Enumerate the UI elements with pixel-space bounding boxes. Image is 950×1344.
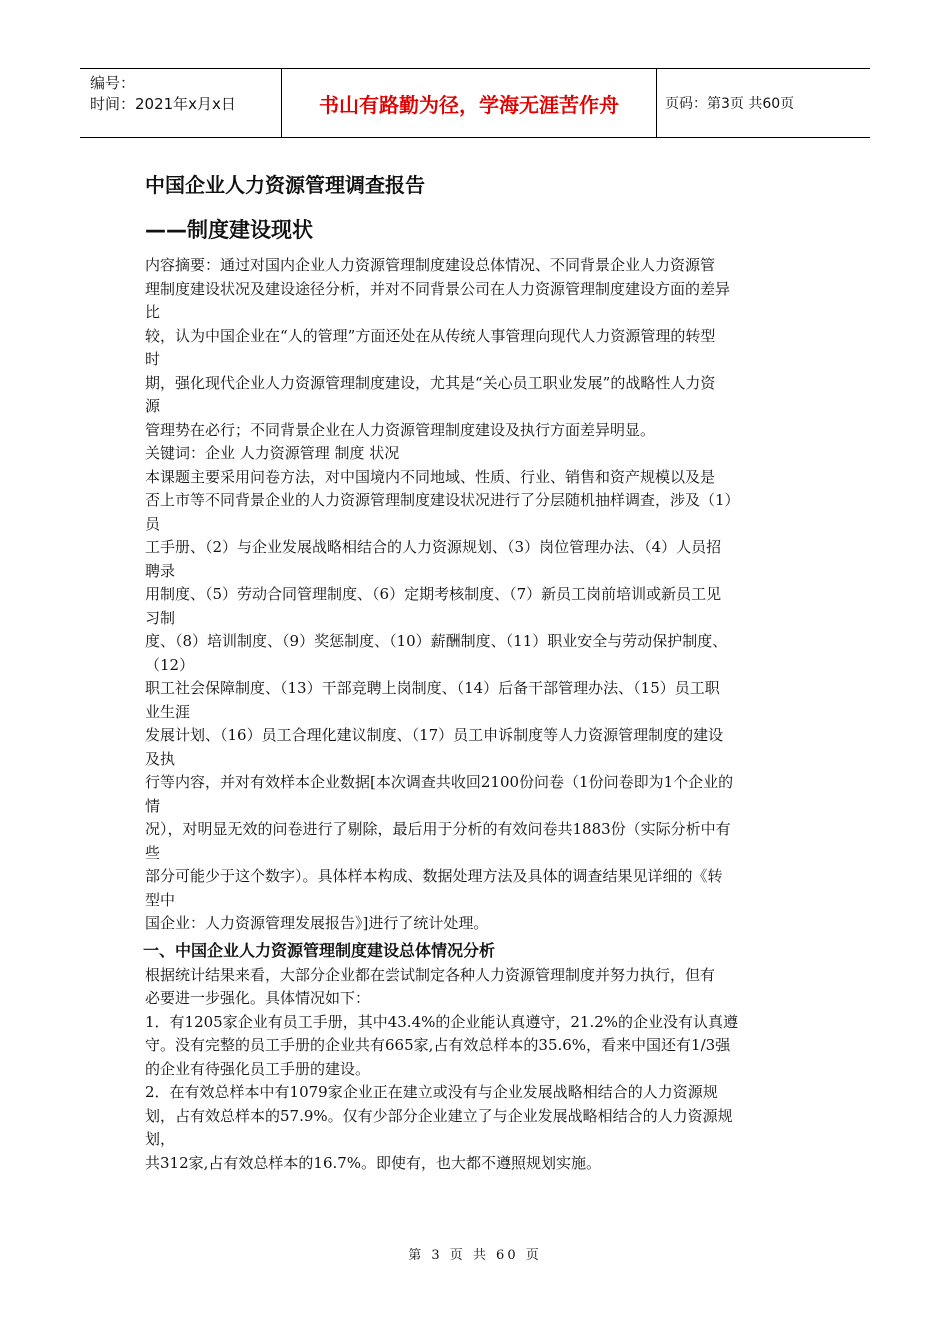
- document-body: [145, 168, 810, 1175]
- abstract-body: [145, 254, 810, 936]
- text-line: 度、（8）培训制度、（9）奖惩制度、（10）薪酬制度、（11）职业安全与劳动保护制度、: [145, 632, 728, 650]
- header-motto: 书山有路勤为径，学海无涯苦作舟: [282, 69, 657, 137]
- section-body: [145, 964, 810, 1176]
- text-line: 本课题主要采用问卷方法，对中国境内不同地域、性质、行业、销售和资产规模以及是: [145, 467, 716, 486]
- text-line: 1．有1205家企业有员工手册，其中43.4%的企业能认真遵守，21.2%的企业没有认真遵: [145, 1012, 739, 1031]
- page-header: [80, 68, 870, 138]
- text-line: 业生涯: [145, 702, 191, 721]
- text-line: 管理势在必行；不同背景企业在人力资源管理制度建设及执行方面差异明显。: [145, 420, 656, 439]
- text-line: 2．在有效总样本中有1079家企业正在建立或没有与企业发展战略相结合的人力资源规: [145, 1083, 718, 1101]
- text-line: 共312家,占有效总样本的16.7%。即使有，也大都不遵照规划实施。: [145, 1153, 602, 1172]
- text-line: 及执: [145, 749, 176, 768]
- text-line: 习制: [145, 608, 176, 627]
- header-meta: [80, 69, 282, 137]
- header-number: 编号：: [90, 74, 136, 92]
- text-line: 否上市等不同背景企业的人力资源管理制度建设状况进行了分层随机抽样调查，涉及（1）: [145, 491, 740, 509]
- text-line: 内容摘要：通过对国内企业人力资源管理制度建设总体情况、不同背景企业人力资源管: [145, 256, 716, 274]
- text-line: 根据统计结果来看，大部分企业都在尝试制定各种人力资源管理制度并努力执行，但有: [145, 965, 716, 984]
- text-line: 源: [145, 397, 161, 415]
- text-line: 理制度建设状况及建设途径分析，并对不同背景公司在人力资源管理制度建设方面的差异: [145, 279, 731, 298]
- text-line: 关键词：企业 人力资源管理 制度 状况: [145, 444, 400, 462]
- text-line: 部分可能少于这个数字）。具体样本构成、数据处理方法及具体的调查结果见详细的《转: [145, 867, 723, 885]
- text-line: 划，: [145, 1130, 176, 1148]
- text-line: 行等内容，并对有效样本企业数据[本次调查共收回2100份问卷（1份问卷即为1个企业的: [145, 773, 734, 791]
- text-line: 较，认为中国企业在“人的管理”方面还处在从传统人事管理向现代人力资源管理的转型: [145, 326, 716, 345]
- text-line: 比: [145, 303, 161, 321]
- text-line: 些: [145, 843, 161, 862]
- header-date: 时间：2021年x月x日: [90, 95, 236, 113]
- text-line: 员: [145, 514, 161, 533]
- text-line: 守。没有完整的员工手册的企业共有665家,占有效总样本的35.6%，看来中国还有1/3强: [145, 1036, 731, 1054]
- text-line: 的企业有待强化员工手册的建设。: [145, 1059, 371, 1078]
- text-line: 用制度、（5）劳动合同管理制度、（6）定期考核制度、（7）新员工岗前培训或新员工见: [145, 585, 722, 603]
- section-heading: 一、中国企业人力资源管理制度建设总体情况分析: [143, 940, 496, 960]
- text-line: 况），对明显无效的问卷进行了剔除，最后用于分析的有效问卷共1883份（实际分析中有: [145, 820, 731, 838]
- text-line: 聘录: [145, 561, 176, 580]
- text-line: 工手册、（2）与企业发展战略相结合的人力资源规划、（3）岗位管理办法、（4）人员招: [145, 538, 722, 556]
- text-line: 职工社会保障制度、（13）干部竞聘上岗制度、（14）后备干部管理办法、（15）员工职: [145, 679, 720, 697]
- page-footer: 第 3 页 共 60 页: [408, 1248, 542, 1263]
- doc-subtitle: ——制度建设现状: [145, 218, 313, 242]
- text-line: 情: [145, 796, 161, 815]
- doc-title: 中国企业人力资源管理调查报告: [145, 173, 425, 197]
- text-line: 国企业：人力资源管理发展报告》]进行了统计处理。: [145, 914, 489, 932]
- text-line: 必要进一步强化。具体情况如下：: [145, 989, 371, 1007]
- text-line: 型中: [145, 890, 176, 909]
- text-line: 发展计划、（16）员工合理化建议制度、（17）员工申诉制度等人力资源管理制度的建设: [145, 726, 724, 744]
- text-line: （12）: [145, 655, 195, 674]
- text-line: 划，占有效总样本的57.9%。仅有少部分企业建立了与企业发展战略相结合的人力资源规: [145, 1106, 733, 1125]
- header-page: 页码：第3页 共60页: [665, 96, 795, 112]
- text-line: 期，强化现代企业人力资源管理制度建设，尤其是“关心员工职业发展”的战略性人力资: [145, 373, 716, 392]
- text-line: 时: [145, 350, 161, 368]
